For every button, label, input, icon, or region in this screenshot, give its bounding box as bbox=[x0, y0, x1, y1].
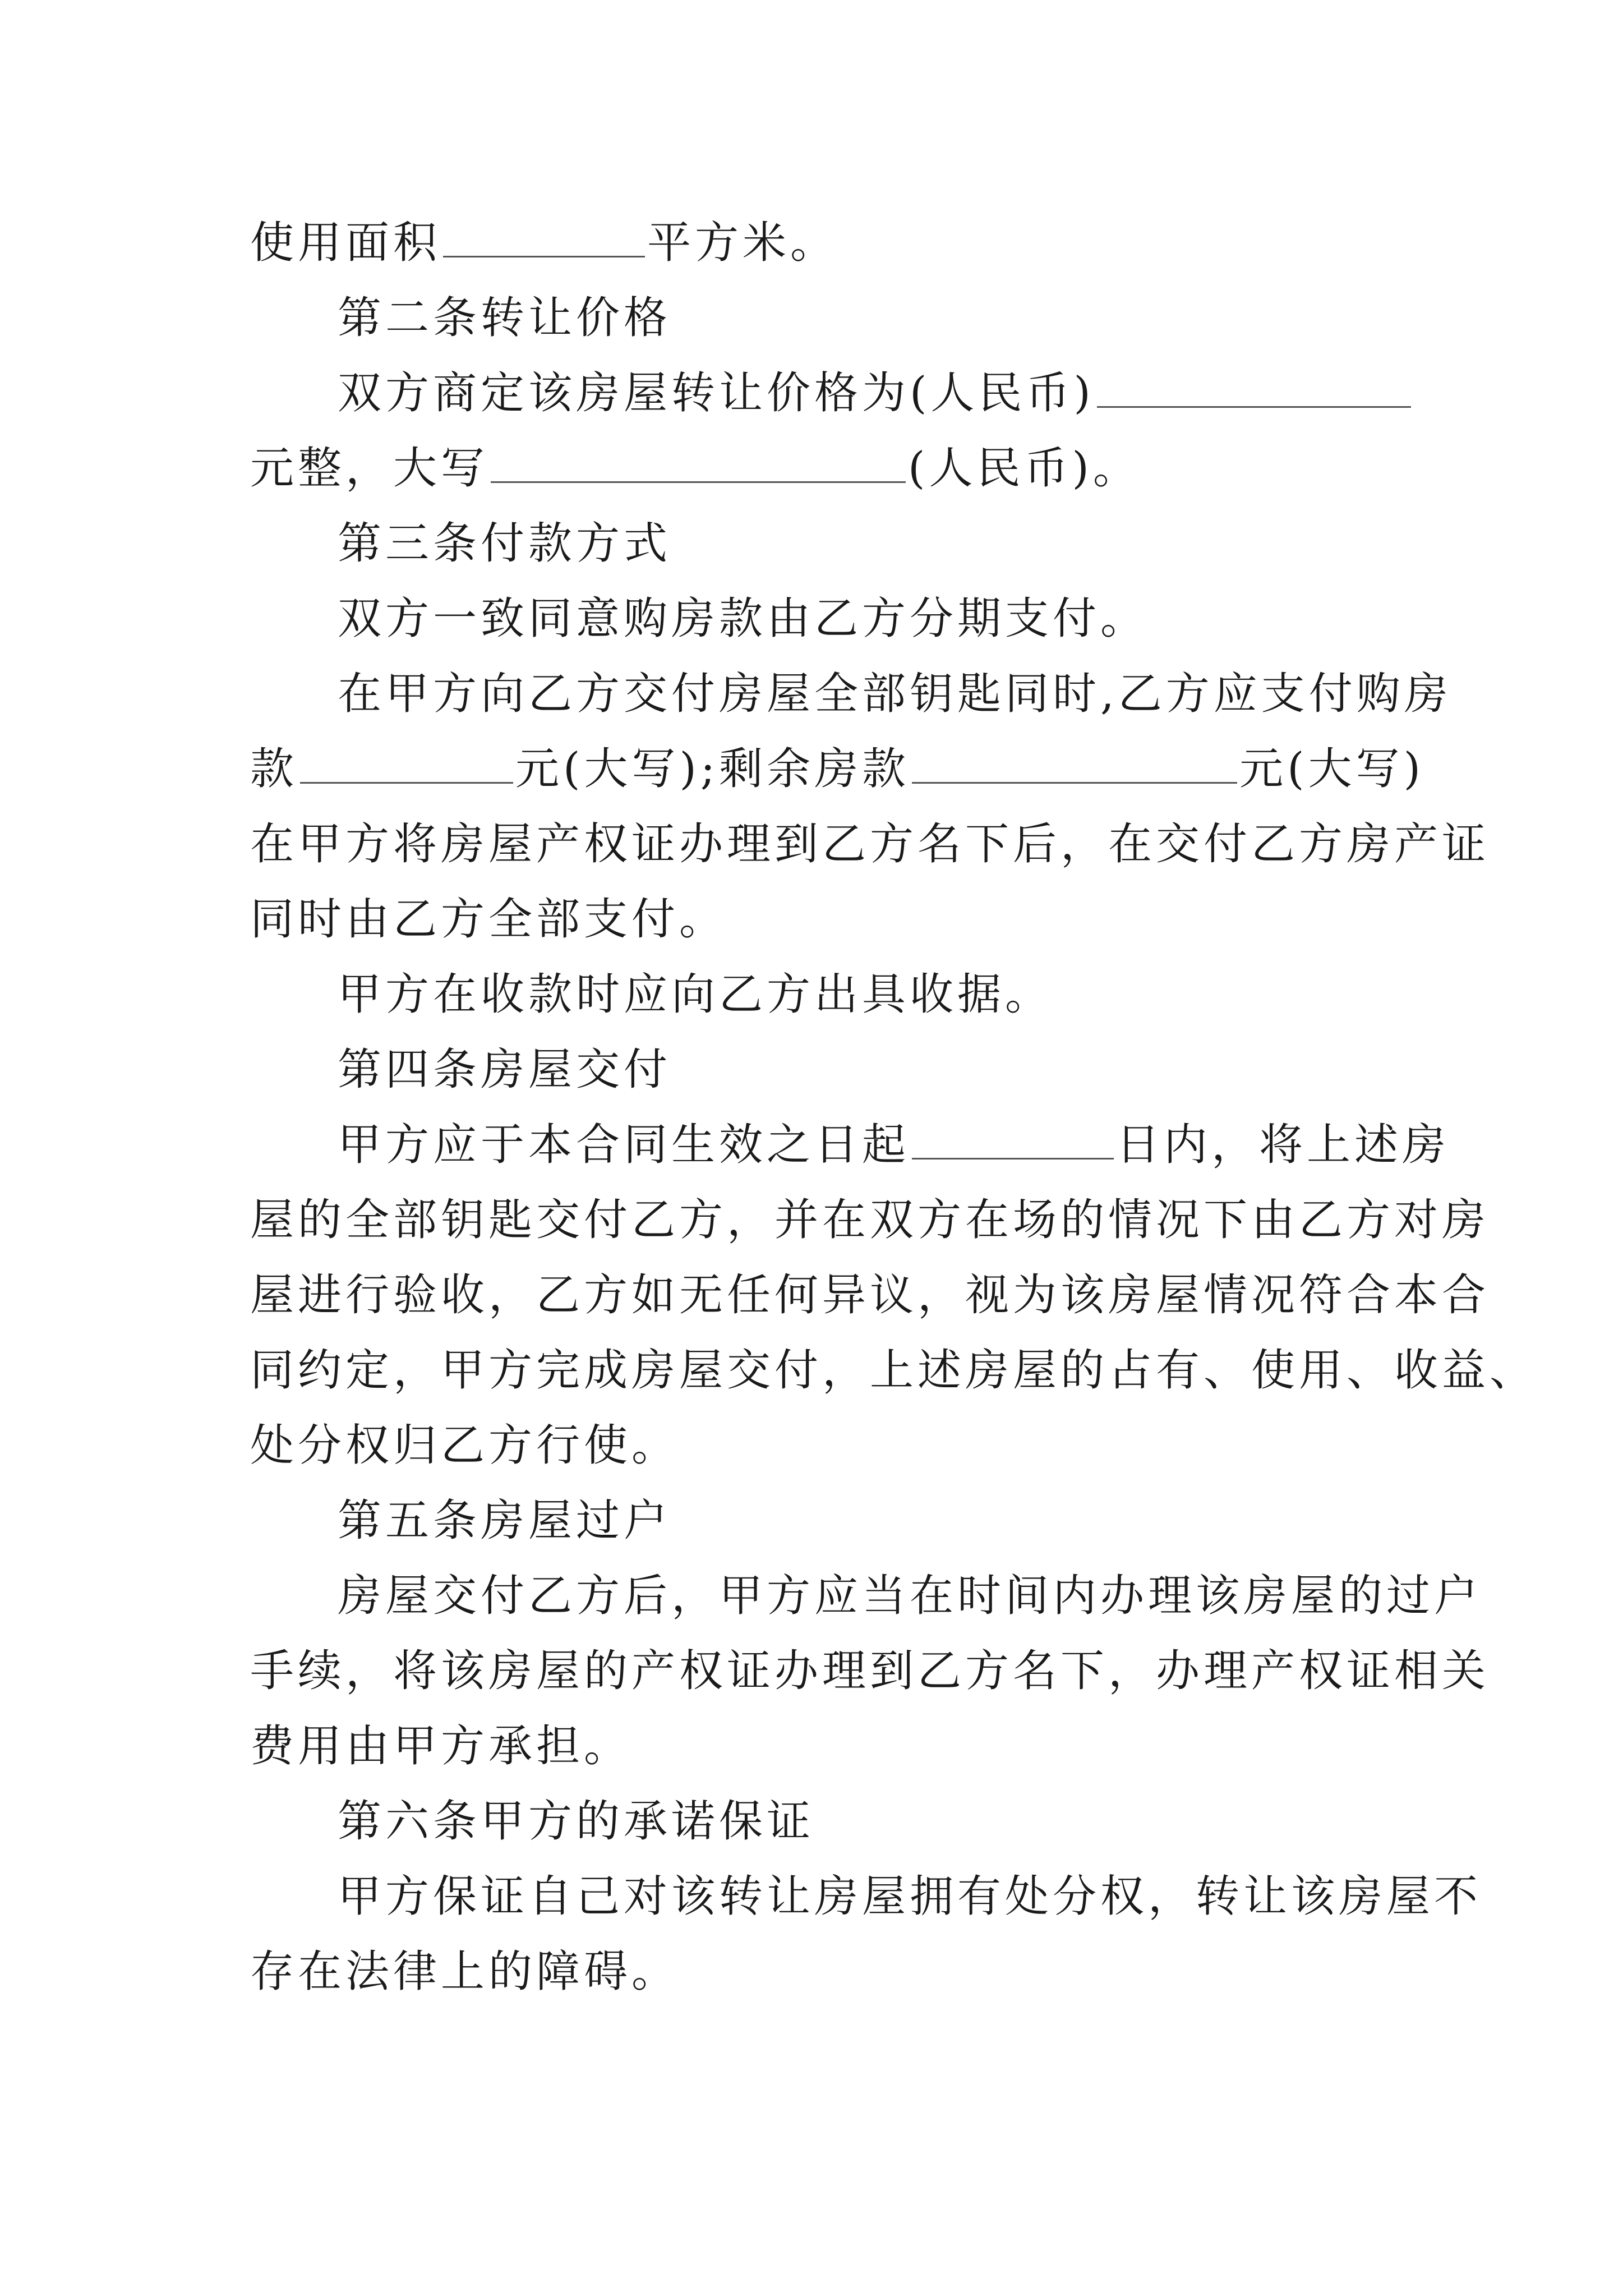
text-line-payment-amounts bbox=[250, 738, 1425, 800]
text-line-full-payment: 同时由乙方全部支付。 bbox=[250, 894, 727, 945]
text-yuan-capital-2: 元(大写) bbox=[1239, 744, 1425, 794]
text-square-meters: 平方米。 bbox=[647, 218, 838, 268]
heading-article-2: 第二条转让价格 bbox=[338, 293, 672, 343]
heading-article-3: 第三条付款方式 bbox=[338, 518, 672, 569]
blank-price-capital-field[interactable] bbox=[491, 441, 906, 483]
text-line-title-transfer: 在甲方将房屋产权证办理到乙方名下后，在交付乙方房产证 bbox=[250, 819, 1490, 869]
text-delivery-label: 甲方应于本合同生效之日起 bbox=[338, 1120, 910, 1170]
text-line-receipt: 甲方在收款时应向乙方出具收据。 bbox=[338, 969, 1053, 1020]
text-line-installments: 双方一致同意购房款由乙方分期支付。 bbox=[338, 593, 1149, 644]
heading-article-4: 第四条房屋交付 bbox=[338, 1045, 672, 1095]
text-line-price bbox=[338, 362, 1470, 424]
blank-remaining-payment-field[interactable] bbox=[912, 742, 1237, 784]
text-line-rights: 同约定，甲方完成房屋交付，上述房屋的占有、使用、收益、 bbox=[250, 1345, 1538, 1396]
heading-article-5: 第五条房屋过户 bbox=[338, 1496, 672, 1546]
text-line-transfer-certificate: 手续，将该房屋的产权证办理到乙方名下，办理产权证相关 bbox=[250, 1646, 1490, 1696]
blank-days-field[interactable] bbox=[912, 1117, 1114, 1159]
text-usable-area-label: 使用面积 bbox=[250, 218, 441, 268]
blank-area-field[interactable] bbox=[443, 215, 645, 257]
heading-article-6: 第六条甲方的承诺保证 bbox=[338, 1796, 815, 1847]
text-line-disposal: 处分权归乙方行使。 bbox=[250, 1420, 680, 1471]
text-line-no-obstacle: 存在法律上的障碍。 bbox=[250, 1947, 680, 1997]
text-line-price-capital bbox=[250, 438, 1383, 499]
text-line-usable-area bbox=[250, 212, 1383, 274]
text-line-inspection: 屋进行验收，乙方如无任何异议，视为该房屋情况符合本合 bbox=[250, 1270, 1490, 1320]
text-line-fees: 费用由甲方承担。 bbox=[250, 1721, 632, 1772]
text-rmb: (人民币)。 bbox=[908, 443, 1141, 494]
text-remaining-payment: 元(大写);剩余房款 bbox=[515, 744, 910, 794]
text-line-transfer-procedure: 房屋交付乙方后，甲方应当在时间内办理该房屋的过户 bbox=[338, 1571, 1482, 1621]
text-kuan: 款 bbox=[250, 744, 298, 794]
text-line-delivery-days bbox=[338, 1114, 1470, 1176]
text-price-label: 双方商定该房屋转让价格为(人民币) bbox=[338, 368, 1095, 418]
text-line-delivery-keys: 屋的全部钥匙交付乙方，并在双方在场的情况下由乙方对房 bbox=[250, 1195, 1490, 1245]
text-delivery-rest: 日内，将上述房 bbox=[1116, 1120, 1450, 1170]
text-line-guarantee: 甲方保证自己对该转让房屋拥有处分权，转让该房屋不 bbox=[338, 1871, 1482, 1922]
text-yuan-capital: 元整，大写 bbox=[250, 443, 489, 494]
blank-price-field[interactable] bbox=[1097, 366, 1411, 408]
text-line-key-payment: 在甲方向乙方交付房屋全部钥匙同时,乙方应支付购房 bbox=[338, 669, 1452, 719]
blank-first-payment-field[interactable] bbox=[300, 742, 513, 784]
